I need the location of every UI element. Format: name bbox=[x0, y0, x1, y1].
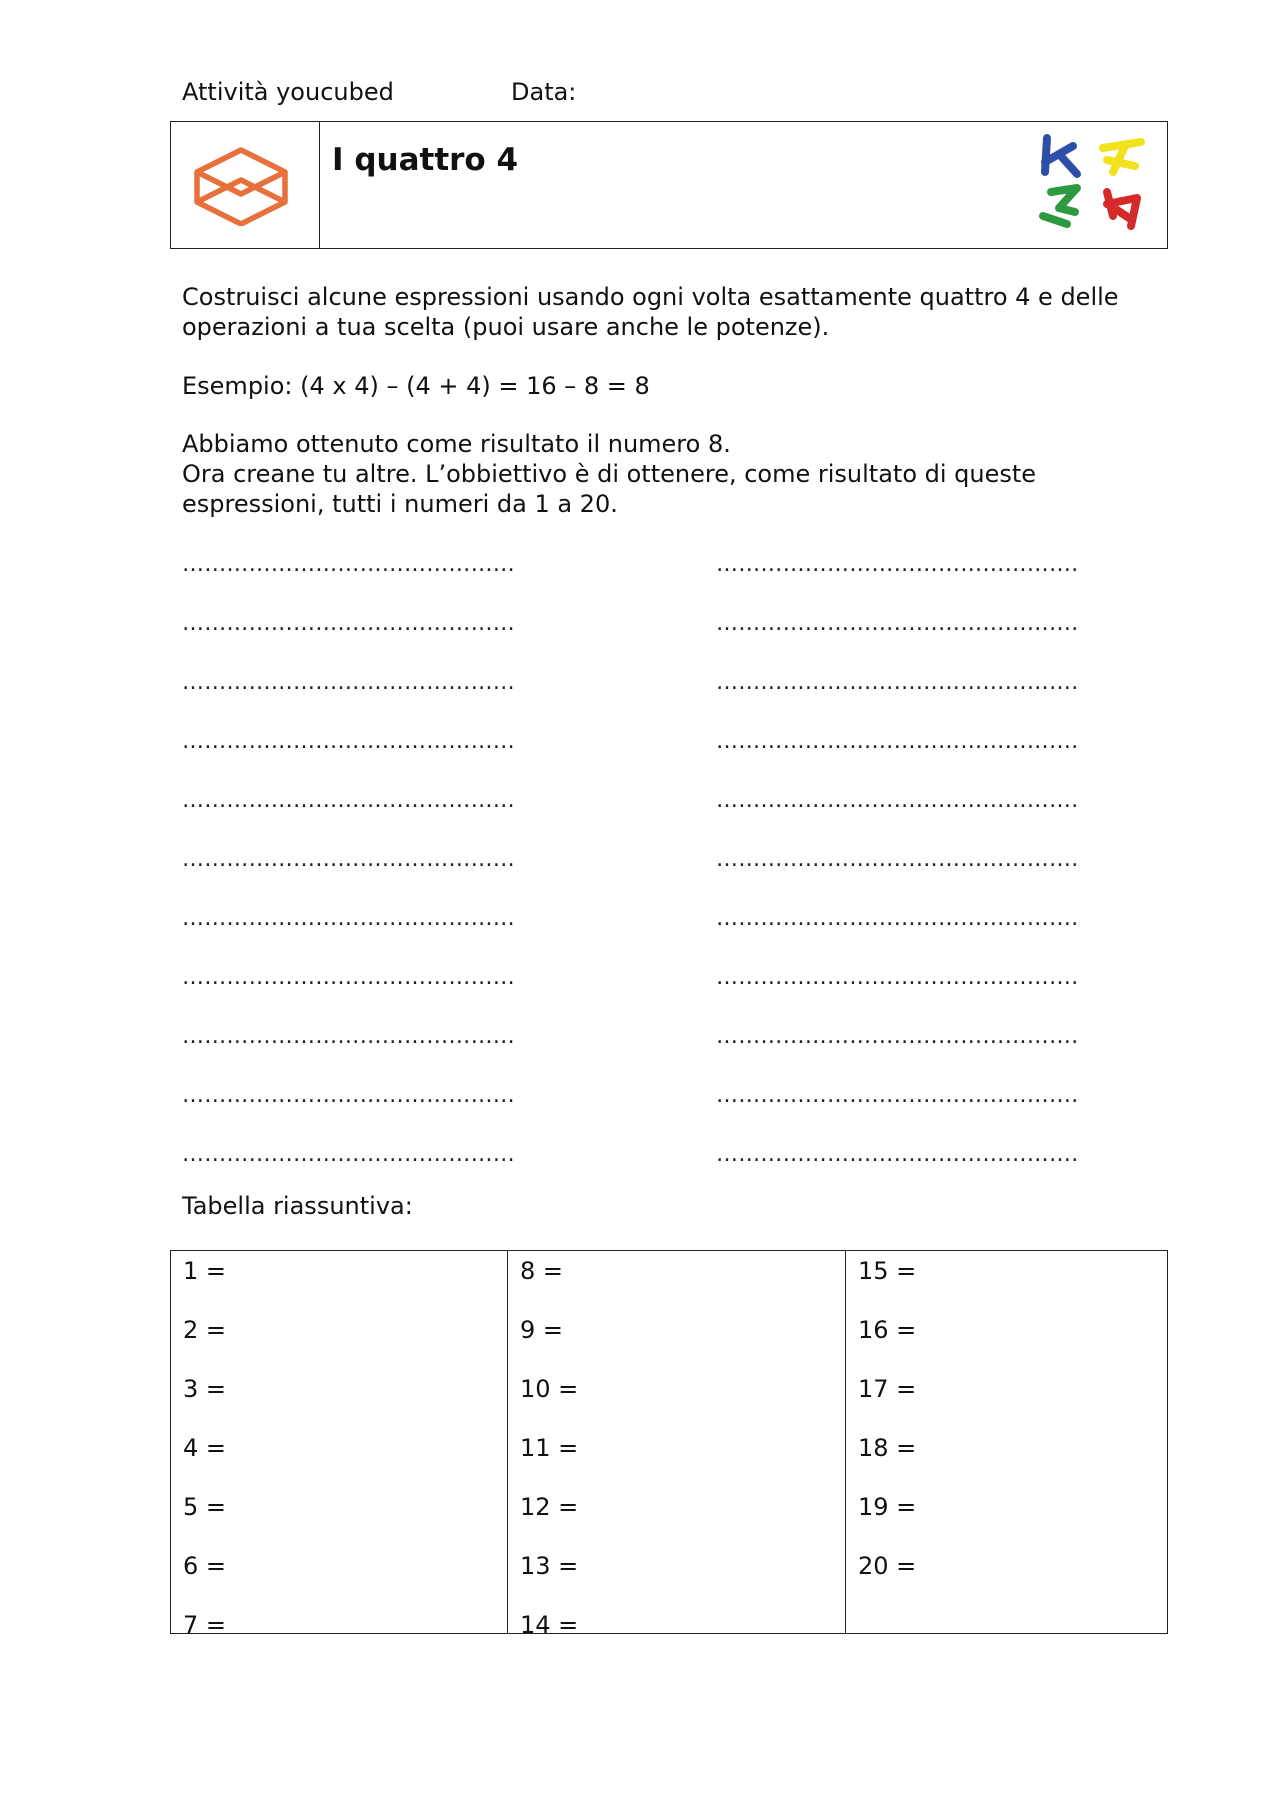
summary-cell[interactable]: 18 = bbox=[858, 1434, 917, 1462]
summary-cell[interactable]: 17 = bbox=[858, 1375, 917, 1403]
summary-table bbox=[170, 1250, 1168, 1639]
four-fours-decoration bbox=[1037, 132, 1149, 236]
answer-line-left[interactable]: ……………………………………… bbox=[182, 670, 515, 695]
activity-label: Attività youcubed bbox=[182, 78, 394, 106]
four-green-icon bbox=[1043, 188, 1077, 224]
result-text bbox=[182, 429, 1172, 519]
answer-line-left[interactable]: ……………………………………… bbox=[182, 729, 515, 754]
answer-line-right[interactable]: …………………………………………. bbox=[716, 788, 1079, 813]
summary-cell[interactable]: 5 = bbox=[183, 1493, 227, 1521]
answer-line-left[interactable]: ……………………………………… bbox=[182, 1024, 515, 1049]
summary-cell[interactable]: 14 = bbox=[520, 1611, 579, 1639]
answer-line-right[interactable]: …………………………………………. bbox=[716, 1083, 1079, 1108]
summary-column-3 bbox=[845, 1251, 1168, 1633]
answer-line-right[interactable]: …………………………………………. bbox=[716, 1024, 1079, 1049]
answer-line-right[interactable]: …………………………………………. bbox=[716, 670, 1079, 695]
logo-cell bbox=[171, 122, 320, 248]
summary-cell[interactable]: 2 = bbox=[183, 1316, 227, 1344]
answer-line-left[interactable]: ……………………………………… bbox=[182, 552, 515, 577]
summary-cell[interactable]: 1 = bbox=[183, 1257, 227, 1285]
answer-line-left[interactable]: ……………………………………… bbox=[182, 906, 515, 931]
summary-cell[interactable]: 7 = bbox=[183, 1611, 227, 1639]
summary-cell[interactable]: 4 = bbox=[183, 1434, 227, 1462]
youcubed-logo-icon bbox=[193, 146, 289, 226]
result-line-2: Ora creane tu altre. L’obbiettivo è di ottenere, come risultato di queste espressioni, tutti i numeri da 1 a 20. bbox=[182, 460, 1037, 518]
answer-line-left[interactable]: ……………………………………… bbox=[182, 611, 515, 636]
instructions-text: Costruisci alcune espressioni usando ogni volta esattamente quattro 4 e delle operazioni a tua scelta (puoi usare anche le potenze). bbox=[182, 283, 1119, 341]
answer-line-right[interactable]: …………………………………………. bbox=[716, 847, 1079, 872]
summary-cell[interactable]: 10 = bbox=[520, 1375, 579, 1403]
answer-line-right[interactable]: …………………………………………. bbox=[716, 1142, 1079, 1167]
summary-column-2 bbox=[507, 1251, 846, 1639]
summary-cell[interactable]: 11 = bbox=[520, 1434, 579, 1462]
summary-cell[interactable]: 6 = bbox=[183, 1552, 227, 1580]
answer-line-left[interactable]: ……………………………………… bbox=[182, 1083, 515, 1108]
date-label: Data: bbox=[511, 78, 577, 106]
four-yellow-icon bbox=[1103, 142, 1141, 172]
answer-line-right[interactable]: …………………………………………. bbox=[716, 965, 1079, 990]
summary-cell[interactable]: 20 = bbox=[858, 1552, 917, 1580]
four-blue-icon bbox=[1045, 138, 1077, 174]
answer-line-right[interactable]: …………………………………………. bbox=[716, 611, 1079, 636]
answer-line-left[interactable]: ……………………………………… bbox=[182, 788, 515, 813]
answer-line-left[interactable]: ……………………………………… bbox=[182, 1142, 515, 1167]
summary-cell[interactable]: 8 = bbox=[520, 1257, 564, 1285]
summary-cell[interactable]: 3 = bbox=[183, 1375, 227, 1403]
answer-line-left[interactable]: ……………………………………… bbox=[182, 847, 515, 872]
summary-cell[interactable]: 15 = bbox=[858, 1257, 917, 1285]
page-title: I quattro 4 bbox=[332, 142, 519, 178]
four-red-icon bbox=[1107, 192, 1137, 226]
summary-cell[interactable]: 19 = bbox=[858, 1493, 917, 1521]
answer-line-right[interactable]: …………………………………………. bbox=[716, 729, 1079, 754]
example-text: Esempio: (4 x 4) – (4 + 4) = 16 – 8 = 8 bbox=[182, 372, 650, 400]
summary-column-1 bbox=[171, 1251, 507, 1639]
summary-cell[interactable]: 9 = bbox=[520, 1316, 564, 1344]
summary-cell[interactable]: 16 = bbox=[858, 1316, 917, 1344]
answer-line-right[interactable]: …………………………………………. bbox=[716, 906, 1079, 931]
summary-cell[interactable]: 13 = bbox=[520, 1552, 579, 1580]
table-label: Tabella riassuntiva: bbox=[182, 1192, 413, 1220]
answer-line-right[interactable]: …………………………………………. bbox=[716, 552, 1079, 577]
summary-cell[interactable]: 12 = bbox=[520, 1493, 579, 1521]
result-line-1: Abbiamo ottenuto come risultato il numero 8. bbox=[182, 430, 731, 458]
answer-line-left[interactable]: ……………………………………… bbox=[182, 965, 515, 990]
header-box bbox=[170, 121, 1168, 249]
